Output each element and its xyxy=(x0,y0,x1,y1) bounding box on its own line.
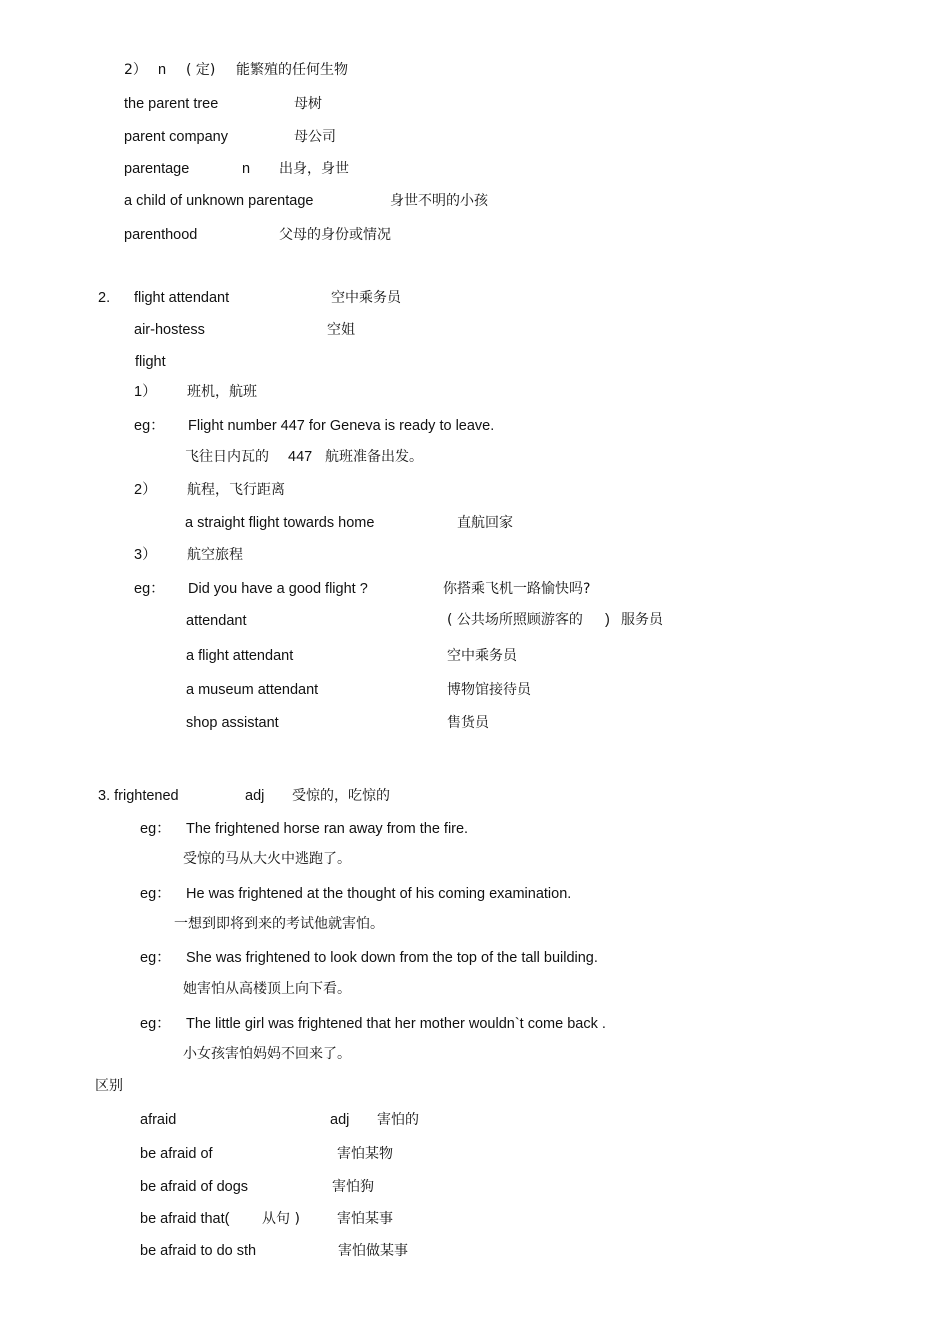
example-label: eg： xyxy=(134,418,165,434)
difference-label: 区别 xyxy=(95,1078,123,1094)
vocab-zh: 博物馆接待员 xyxy=(447,682,531,698)
phrase-en: be afraid to do sth xyxy=(140,1243,257,1259)
part-of-speech: n xyxy=(242,161,251,177)
vocab-zh: 空中乘务员 xyxy=(447,648,517,664)
phrase-en: be afraid of dogs xyxy=(140,1179,249,1195)
phrase-en: parentage xyxy=(124,161,190,177)
sense-number: 3） xyxy=(134,547,157,563)
phrase-zh: 害怕某事 xyxy=(337,1211,393,1227)
part-of-speech: n xyxy=(158,62,167,78)
phrase-en: parenthood xyxy=(124,227,198,243)
part-of-speech: adj xyxy=(245,788,265,804)
definition: 航空旅程 xyxy=(187,547,243,563)
part-of-speech: adj xyxy=(330,1112,350,1128)
phrase-note: 从句 ) xyxy=(262,1211,300,1227)
example-zh: 她害怕从高楼顶上向下看。 xyxy=(183,981,351,997)
heading: 3. frightened xyxy=(98,788,179,804)
example-zh: 一想到即将到来的考试他就害怕。 xyxy=(174,916,384,932)
example-en: Did you have a good flight ? xyxy=(188,581,368,597)
phrase-zh: 害怕狗 xyxy=(332,1179,374,1195)
example-label: eg： xyxy=(134,581,165,597)
phrase-zh: 空姐 xyxy=(327,322,355,338)
vocab-en: shop assistant xyxy=(186,715,279,731)
vocab-en: afraid xyxy=(140,1112,177,1128)
example-label: eg： xyxy=(140,886,171,902)
vocab-zh: 害怕的 xyxy=(377,1112,419,1128)
phrase-zh: 害怕做某事 xyxy=(338,1243,408,1259)
phrase-zh: 母公司 xyxy=(294,129,336,145)
vocab-en: a museum attendant xyxy=(186,682,319,698)
definition: 航程，飞行距离 xyxy=(187,482,285,498)
vocab-zh: 服务员 xyxy=(621,612,663,628)
headword: flight xyxy=(135,354,166,370)
example-zh-number: 447 xyxy=(288,449,313,465)
example-label: eg： xyxy=(140,950,171,966)
phrase-zh: 直航回家 xyxy=(457,515,513,531)
example-zh: 小女孩害怕妈妈不回来了。 xyxy=(183,1046,351,1062)
example-label: eg： xyxy=(140,1016,171,1032)
sense-number: 2） xyxy=(124,62,147,78)
phrase-en: the parent tree xyxy=(124,96,219,112)
example-zh: 飞往日内瓦的 xyxy=(185,449,269,465)
example-en: The frightened horse ran away from the fire. xyxy=(186,821,469,837)
usage-note: ( 定) xyxy=(186,62,216,78)
phrase-en: be afraid that( xyxy=(140,1211,230,1227)
heading-en: flight attendant xyxy=(134,290,230,306)
example-label: eg： xyxy=(140,821,171,837)
example-en: Flight number 447 for Geneva is ready to leave. xyxy=(188,418,495,434)
example-zh: 航班准备出发。 xyxy=(325,449,423,465)
vocab-en: attendant xyxy=(186,613,247,629)
phrase-zh: 母树 xyxy=(294,96,322,112)
phrase-zh: 身世不明的小孩 xyxy=(390,193,488,209)
heading-zh: 空中乘务员 xyxy=(331,290,401,306)
sense-number: 2） xyxy=(134,482,157,498)
definition: 班机，航班 xyxy=(187,384,257,400)
phrase-en: air-hostess xyxy=(134,322,205,338)
example-en: She was frightened to look down from the top of the tall building. xyxy=(186,950,598,966)
example-zh: 你搭乘飞机一路愉快吗? xyxy=(443,581,591,597)
phrase-en: a child of unknown parentage xyxy=(124,193,314,209)
sense-number: 1） xyxy=(134,384,157,400)
vocab-zh: ( 公共场所照顾游客的 xyxy=(447,612,583,628)
phrase-zh: 出身，身世 xyxy=(279,161,349,177)
vocab-zh: 售货员 xyxy=(447,715,489,731)
phrase-zh: 父母的身份或情况 xyxy=(279,227,391,243)
section-number: 2. xyxy=(98,290,111,306)
definition: 能繁殖的任何生物 xyxy=(236,62,348,78)
definition: 受惊的，吃惊的 xyxy=(292,788,390,804)
phrase-en: parent company xyxy=(124,129,228,145)
example-zh: 受惊的马从大火中逃跑了。 xyxy=(183,851,351,867)
example-en: He was frightened at the thought of his coming examination. xyxy=(186,886,572,902)
vocab-zh: ) xyxy=(605,612,610,628)
phrase-en: a straight flight towards home xyxy=(185,515,375,531)
phrase-zh: 害怕某物 xyxy=(337,1146,393,1162)
example-en: The little girl was frightened that her mother wouldn`t come back . xyxy=(186,1016,606,1032)
vocab-en: a flight attendant xyxy=(186,648,294,664)
phrase-en: be afraid of xyxy=(140,1146,213,1162)
